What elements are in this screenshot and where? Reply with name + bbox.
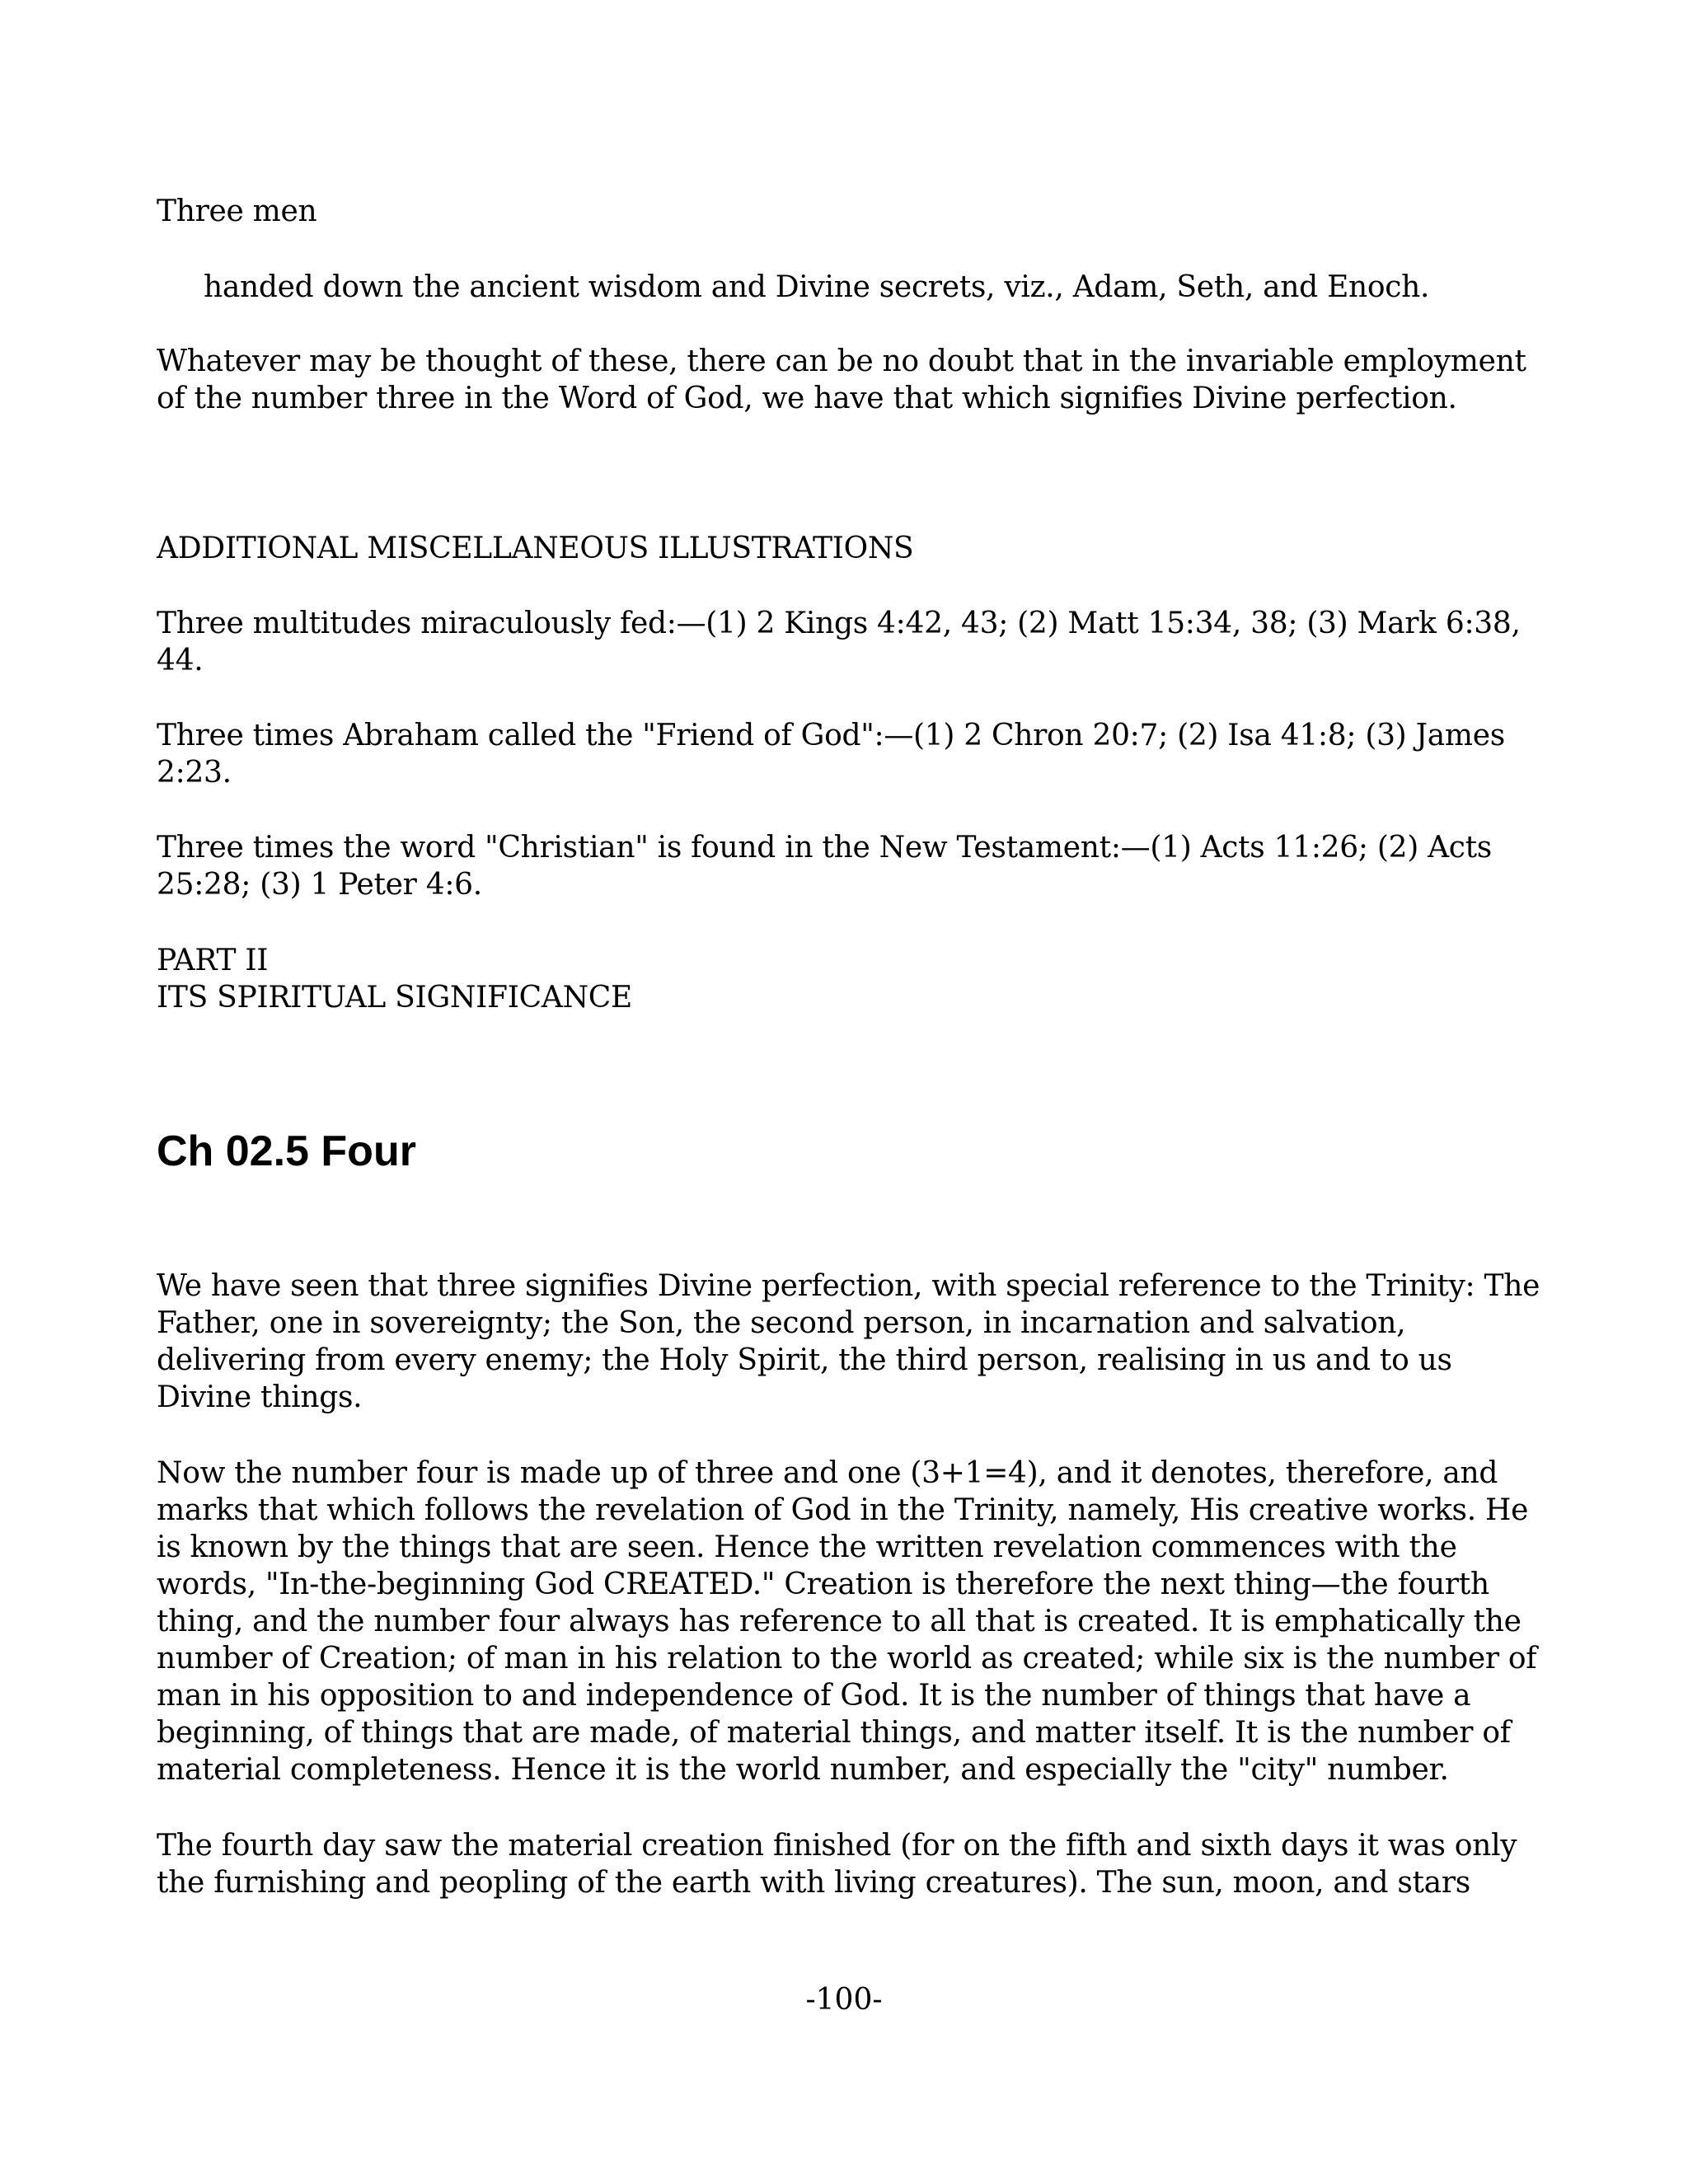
illustration-christian: Three times the word "Christian" is found in the New Testament:—(1) Acts 11:26; (2) Acts 25:28; (3) 1 Peter 4:6. bbox=[157, 831, 1492, 902]
part-subtitle: ITS SPIRITUAL SIGNIFICANCE bbox=[157, 981, 632, 1015]
illustration-friend-of-god: Three times Abraham called the "Friend of God":—(1) 2 Chron 20:7; (2) Isa 41:8; (3) James 2:23. bbox=[157, 719, 1505, 790]
paragraph-fourth-day: The fourth day saw the material creation finished (for on the fifth and sixth days it was only the furnishing and peopling of the earth with living creatures). The sun, moon, and stars bbox=[157, 1829, 1517, 1900]
part-number: PART II bbox=[157, 944, 269, 977]
paragraph-three-signifies: We have seen that three signifies Divine perfection, with special reference to the Trinity: The Father, one in sovereignty; the Son, the second person, in incarnation and salvation, delivering from every enemy; the Holy Spirit, the third person, realising in us and to us Divine things. bbox=[157, 1269, 1540, 1414]
illustration-multitudes-fed: Three multitudes miraculously fed:—(1) 2 Kings 4:42, 43; (2) Matt 15:34, 38; (3) Mark 6:38, 44. bbox=[157, 607, 1521, 677]
paragraph-number-four: Now the number four is made up of three and one (3+1=4), and it denotes, therefore, and marks that which follows the revelation of God in the Trinity, namely, His creative works. He is known by the things that are seen. Hence the written revelation commences with the words, "In-the-beginning God CREATED." Creation is therefore the next thing—the fourth thing, and the number four always has reference to all that is created. It is emphatically the number of Creation; of man in his relation to the world as created; while six is the number of man in his opposition to and independence of God. It is the number of things that have a beginning, of things that are made, of material things, and matter itself. It is the number of material completeness. Hence it is the world number, and especially the "city" number. bbox=[157, 1456, 1537, 1787]
part-heading bbox=[157, 942, 1541, 1016]
section-heading-additional-illustrations: ADDITIONAL MISCELLANEOUS ILLUSTRATIONS bbox=[157, 532, 914, 565]
page-number: -100- bbox=[805, 1983, 883, 2017]
paragraph-three-men: Three men bbox=[157, 194, 317, 228]
paragraph-handed-down: handed down the ancient wisdom and Divine secrets, viz., Adam, Seth, and Enoch. bbox=[204, 270, 1430, 304]
chapter-title: Ch 02.5 Four bbox=[157, 1127, 416, 1175]
paragraph-whatever: Whatever may be thought of these, there can be no doubt that in the invariable employment of the number three in the Word of God, we have that which signifies Divine perfection. bbox=[157, 344, 1526, 415]
